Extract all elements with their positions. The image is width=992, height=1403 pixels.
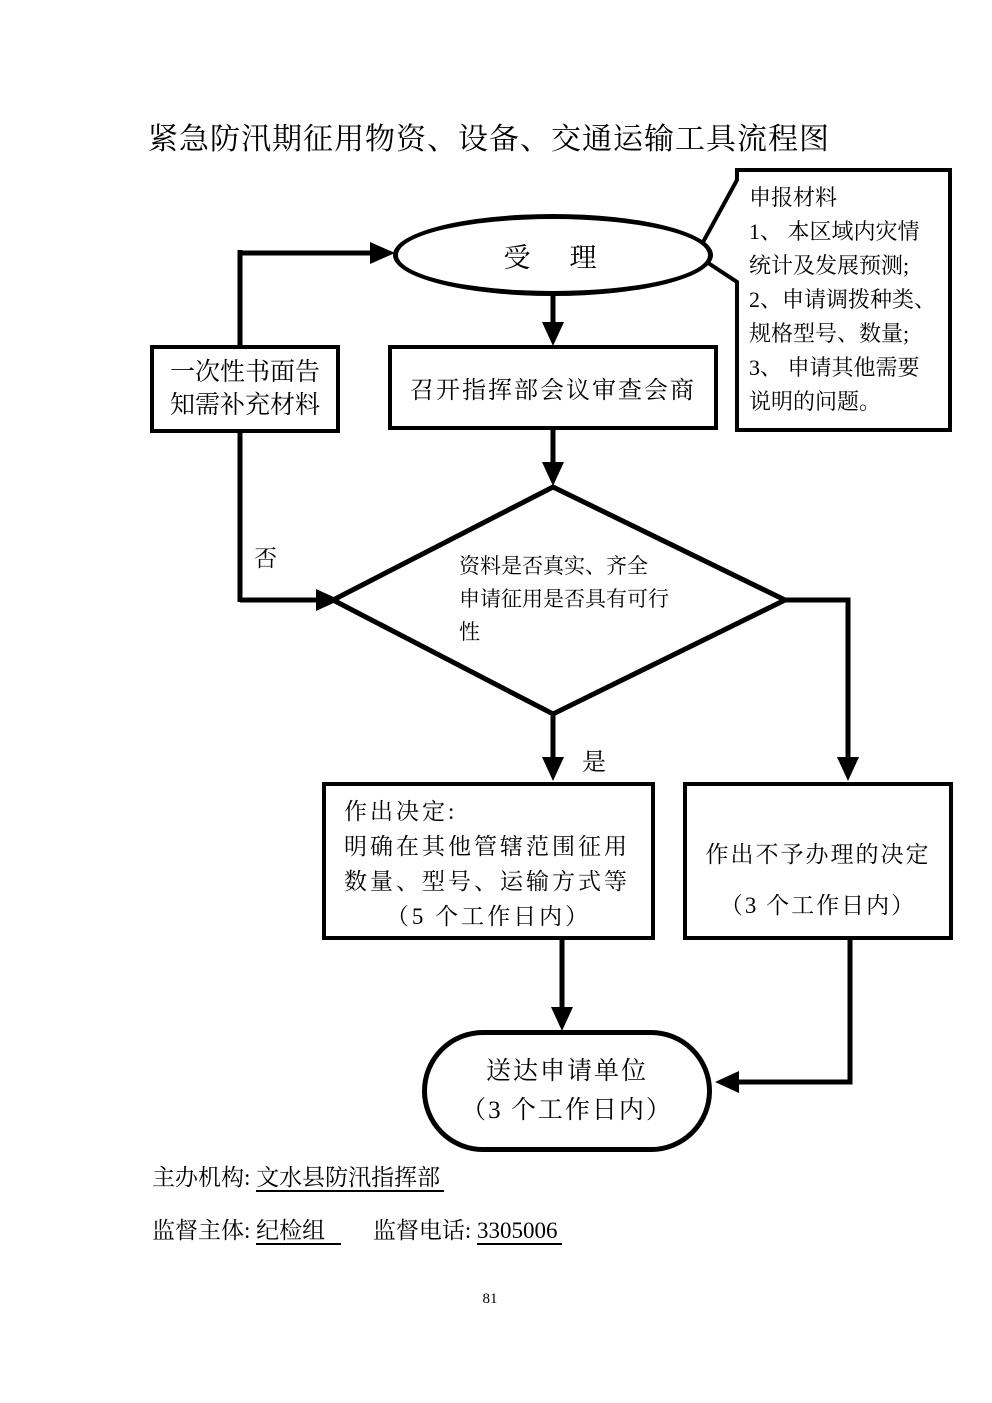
organizer-value: 文水县防汛指挥部 <box>256 1165 444 1192</box>
edge-diamond-to-reject <box>785 600 848 759</box>
decision-line: 明确在其他管辖范围征用 <box>344 834 630 859</box>
deliver-line: 送达申请单位 <box>485 1058 648 1085</box>
arrowhead-into-accept <box>370 242 395 264</box>
deliver-deadline: （3 个工作日内） <box>461 1097 673 1124</box>
materials-line: 申报材料 <box>749 185 838 210</box>
arrowhead-into-deliver-right <box>715 1071 739 1093</box>
reject-decision-node <box>683 782 953 940</box>
arrowhead-into-diamond-top <box>542 462 564 486</box>
page-number: 81 <box>482 1291 498 1307</box>
decision-deadline: （5 个工作日内） <box>385 904 592 929</box>
materials-line: 统计及发展预测; <box>749 253 910 278</box>
decision-line: 数量、型号、运输方式等 <box>344 869 630 894</box>
phone-value: 3305006 <box>477 1218 562 1245</box>
review-meeting-node <box>388 345 718 430</box>
accept-label: 受 理 <box>503 242 603 273</box>
feasibility-line: 性 <box>459 620 480 644</box>
reject-deadline: （3 个工作日内） <box>719 893 917 918</box>
supplement-line: 知需补充材料 <box>169 392 320 419</box>
supplement-line: 一次性书面告 <box>169 359 320 386</box>
supplement-notice-node <box>150 345 340 433</box>
arrowhead-into-approve <box>542 757 564 781</box>
review-meeting-label: 召开指挥部会议审查会商 <box>410 378 696 404</box>
arrowhead-into-diamond-left <box>316 589 340 611</box>
reject-line: 作出不予办理的决定 <box>705 842 931 867</box>
supervisor-label: 监督主体: <box>152 1218 257 1243</box>
organizer-label: 主办机构: <box>152 1165 257 1190</box>
feasibility-line: 申请征用是否具有可行 <box>459 587 669 611</box>
edge-label-yes: 是 <box>582 750 606 776</box>
edge-label-no: 否 <box>254 546 277 571</box>
make-decision-node <box>322 782 655 940</box>
page-title: 紧急防汛期征用物资、设备、交通运输工具流程图 <box>148 123 830 156</box>
deliver-node <box>422 1030 712 1152</box>
organizer-row <box>152 1159 444 1192</box>
feasibility-check-text <box>459 550 669 649</box>
arrowhead-into-deliver-top <box>551 1007 573 1031</box>
materials-line: 2、申请调拨种类、 <box>749 287 937 312</box>
decision-line: 作出决定: <box>344 799 458 824</box>
arrowhead-into-meeting <box>542 322 564 346</box>
materials-line: 1、 本区域内灾情 <box>749 219 920 244</box>
materials-line: 说明的问题。 <box>749 389 882 414</box>
phone-label: 监督电话: <box>372 1218 478 1243</box>
edge-reject-to-deliver <box>738 940 850 1082</box>
feasibility-line: 资料是否真实、齐全 <box>459 554 648 578</box>
supervisor-value: 纪检组 <box>256 1218 341 1245</box>
materials-line: 规格型号、数量; <box>749 321 910 346</box>
accept-node <box>393 214 713 296</box>
supervisor-row <box>152 1212 562 1245</box>
materials-line: 3、 申请其他需要 <box>749 355 920 380</box>
arrowhead-into-reject <box>837 757 859 781</box>
materials-callout-text <box>749 181 936 419</box>
